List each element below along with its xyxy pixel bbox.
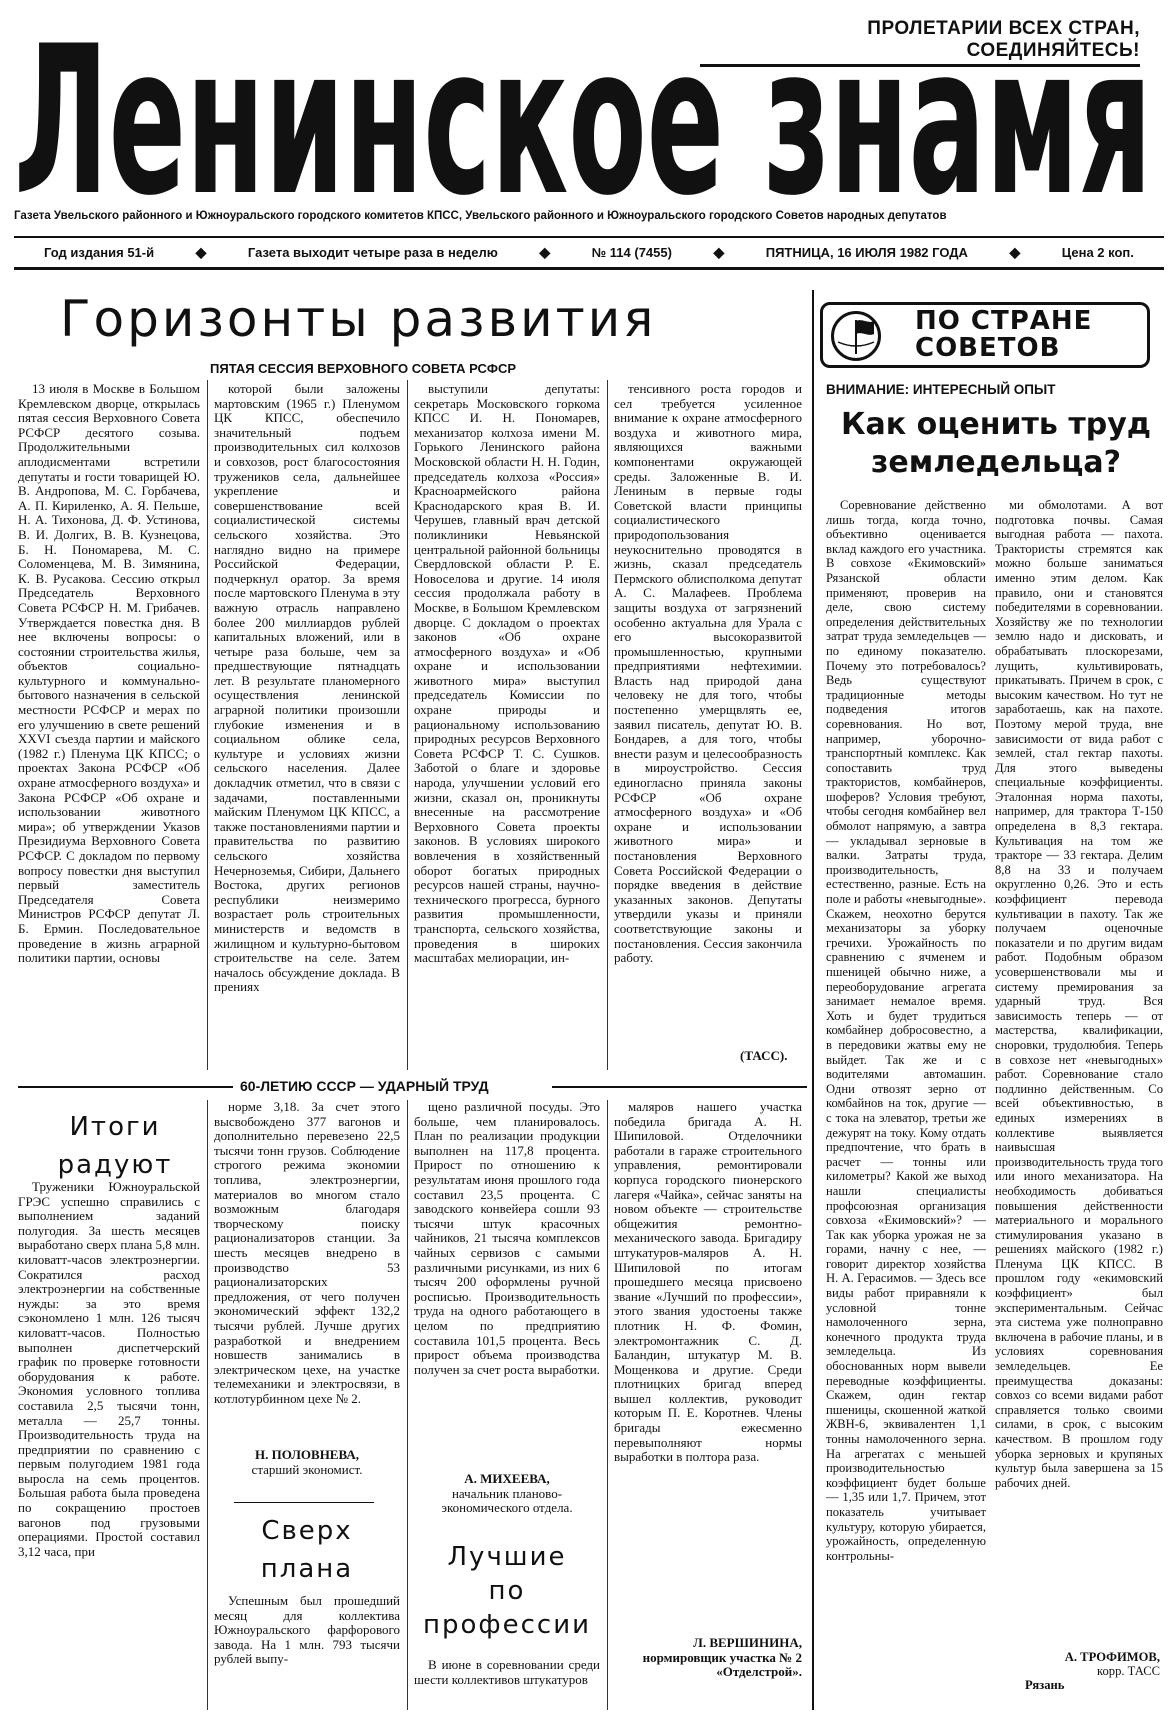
year-of-publication: Год издания 51-й	[44, 245, 155, 260]
luchshie-headline-line-3: профессии	[422, 1610, 592, 1640]
newspaper-title	[14, 14, 1164, 204]
lead-column-2	[214, 382, 400, 1072]
itogi-column-1	[18, 1180, 200, 1710]
itogi-signature	[214, 1448, 400, 1477]
column-divider	[607, 1100, 608, 1710]
column-divider	[407, 380, 408, 1070]
frequency: Газета выходит четыре раза в неделю	[247, 245, 498, 260]
tass-credit: (ТАСС).	[740, 1048, 788, 1063]
po-strane-sovetov-badge	[820, 302, 1150, 368]
right-column-2-text: ми обмолотами. А вот подготовка почвы. Самая выгодная работа — пахота. Трактористы стремятся как можно больше заниматься именно этим делом. Как правило, они и становятся победителями в соревновании. Хозяйству же по технологии землю надо и дисковать, и обрабатывать плоскорезами, лущить, культивировать, прикатывать. Причем в срок, с высоким качеством. Но тут не заработаешь, как на пахоте. Поэтому мерой труда, вне зависимости от вида работ с землей, стал гектар пахоты. Для этого выведены специальные коэффициенты. Эталонная норма пахоты, например, для трактора Т-150 определена в 8,3 гектара. Культивация на том же тракторе — 33 гектара. Делим 8,8 на 33 и получаем округленно 0,26. Это и есть коэффициент перевода культивации в пахоту. Так же получаем оценочные показатели и по другим видам работ. Подобным образом усовершенствовали мы и систему премирования за ударный труд. Вся зависимость теперь — от мастерства, квалификации, сноровки, трудолюбия. Теперь в совхозе нет «невыгодных» работ. Соревнование стало подлинно действенным. Со всей объективностью, в единых измерениях в коллективе выявляется наивысшая производительность труда того или иного механизатора. На необходимость добиваться повышения действенности материального и морального стимулирования указано в решениях майского (1982 г.) Пленума ЦК КПСС. В прошлом году «екимовский коэффициент» был экспериментальным. Сейчас эта система уже полноправно включена в рабочие планы, и в условиях соревнования земледельцев. Ее преимущества доказаны: совхоз со всеми видами работ справляется только своими силами, в срок, с высоким качеством. В прошлом году уборка зерновых и крупяных культур была завершена за 15 рабочих дней.	[995, 498, 1163, 1490]
itogi-column-2	[214, 1100, 400, 1445]
sverh-text: Успешным был прошедший месяц для коллектива Южноуральского фарфорового завода. На 1 млн. 793 тысячи рублей выпу-	[214, 1594, 400, 1667]
author-name: А. ТРОФИМОВ,	[1064, 1650, 1160, 1664]
right-column-1-text: Соревнование действенно лишь тогда, когда точно, объективно оценивается вклад каждого его участника. В совхозе «Екимовский» Рязанской области применяют, проверив на деле, свою систему определения действительных затрат труда земледельцев — по единому показателю. Почему это потребовалось? Ведь существуют традиционные методы подведения итогов соревнования. Но вот, например, уборочно-транспортный комплекс. Как сопоставить труд трактористов, комбайнеров, шоферов? Условия требуют, чтобы сегодня комбайнер вел обмолот напрямую, а завтра — укладывал зерновые в валки. Затраты труда, производительность, естественно, разные. Есть на поле и работы «невыгодные». Скажем, неохотно берутся механизаторы за уборку гречихи. Урожайность по сравнению с ячменем и пшеницей обычно ниже, а переоборудование агрегата занимает немалое время. Хоть и будет трудиться комбайнер добросовестно, а в передовики жатвы ему не выйдет. Так же и с водителями автомашин. Одни отвозят зерно от комбайнов на ток, другие — с тока на элеватор, третьи же дежурят на току. Кому отдать предпочтение, что брать в расчет — тонны или километры? Какой же выход нашли специалисты профсоюзная организация совхоза «Екимовский»? — Так как уборка урожая не за горами, начну с нее, — говорит директор хозяйства Н. А. Герасимов. — Здесь все виды работ приравняли к условной тонне намолоченного зерна, конечного продукта труда земледельца. Из обоснованных норм вывели переводные коэффициенты. Скажем, один гектар пшеницы, скошенной жаткой ЖВН-6, эквивалентен 1,1 тонны намолоченного зерна. На агрегатах с меньшей производительностью коэффициент будет больше — 1,35 или 1,7. Причем, этот показатель учитывает культуру, которую убирается, урожайность, определенную контрольны-	[826, 498, 986, 1563]
sverh-author: А. МИХЕЕВА,	[464, 1471, 550, 1486]
newspaper-title-text: Ленинское знамя	[14, 14, 1152, 204]
issue-info-bar	[14, 236, 1164, 270]
sverh-headline-line-2: плана	[260, 1554, 354, 1584]
issue-date: ПЯТНИЦА, 16 ИЮЛЯ 1982 ГОДА	[765, 245, 968, 260]
newspaper-subtitle: Газета Увельского районного и Южноуральского городского комитетов КПСС, Увельского районного и Южноуральского городского Советов народных депутатов	[14, 210, 947, 222]
lead-headline: Горизонты развития	[60, 290, 657, 348]
dateline-place: Рязань	[1025, 1678, 1065, 1692]
column-divider	[812, 290, 814, 1710]
price: Цена 2 коп.	[1061, 245, 1134, 260]
right-column-1	[826, 498, 986, 1683]
column-divider	[407, 1100, 408, 1710]
sverh-plana-text	[214, 1594, 400, 1710]
diamond-icon: ◆	[539, 244, 551, 260]
itogi-author-role: старший экономист.	[251, 1461, 363, 1477]
sverh-headline-line-1: Сверх	[261, 1516, 353, 1546]
right-column-2	[995, 498, 1163, 1648]
lead-column-3	[414, 382, 600, 1072]
sverh-signature	[414, 1472, 600, 1516]
right-signature	[995, 1650, 1160, 1692]
section-rule	[552, 1086, 807, 1088]
luchshie-text: В июне в соревновании среди шести коллективов штукатуров	[414, 1658, 600, 1687]
author-role: корр. ТАСС	[1097, 1664, 1160, 1678]
luchshie-signature	[614, 1636, 802, 1680]
lead-column-4	[614, 382, 802, 1042]
lead-column-2-text: которой были заложены мартовским (1965 г.) Пленумом ЦК КПСС, обеспечило значительный подъем производительных сил колхозов и совхозов, рост благосостояния тружеников села, дальнейшее укрепление и совершенствование всей социалистической системы сельского хозяйства. Это наглядно видно на примере Российской Федерации, подчеркнул оратор. За время после мартовского Пленума в эту важную отрасль направлено более 200 миллиардов рублей капитальных вложений, или в четыре раза больше, чем за предшествующие пятнадцать лет. В результате планомерного осуществления ленинской аграрной политики произошли глубокие изменения и в социальном облике села, культуре и условиях жизни сельского населения. Далее докладчик отметил, что в связи с задачами, поставленными майским Пленумом ЦК КПСС, а также постановлениями партии и правительства по развитию сельского хозяйства Нечерноземья, Сибири, Дальнего Востока, других регионов республики неизмеримо возрастает роль строительных министерств и ведомств в жилищном и культурно-бытовом строительстве на селе. Затем началось обсуждение доклада. В прениях	[214, 382, 400, 995]
badge-line-1: ПО СТРАНЕ	[915, 306, 1093, 336]
column-divider	[207, 1100, 208, 1710]
luchshie-headline-line-1: Лучшие	[447, 1542, 567, 1572]
lead-column-4-text: тенсивного роста городов и сел требуется усиленное внимание к охране атмосферного воздуха и животного мира, являющихся важными компонентами окружающей среды. Заложенные В. И. Лениным в первые годы Советской власти принципы социалистического природопользования неукоснительно проводятся в жизнь, сказал председатель Пермского облисполкома депутат А. С. Малафеев. Проблема защиты воздуха от загрязнений особенно актуальна для Урала с его высокоразвитой промышленностью, крупными предприятиями нефтехимии. Власть над природой дана человеку не для того, чтобы постепенно умерщвлять ее, заявил писатель, депутат Ю. В. Бондарев, а для того, чтобы внести разум и целесообразность в мироустройство. Сессия единогласно приняла законы РСФСР «Об охране атмосферного воздуха» и «Об охране и использовании животного мира» и постановления Верховного Совета Российской Федерации о порядке введения в действие указанных законов. Депутаты утвердили указы и приняли соответствующие законы и постановления. Сессия закончила работу.	[614, 382, 802, 966]
luchshie-text-start	[414, 1658, 600, 1710]
diamond-icon: ◆	[1009, 244, 1021, 260]
lead-column-1	[18, 382, 200, 1072]
luchshie-continued-text: маляров нашего участка победила бригада А. Н. Шипиловой. Отделочники работали в гараже строительного управления, ремонтировали корпуса городского пионерского лагеря «Чайка», сейчас заняты на новом объекте — строительстве общежития ремонтно-механического завода. Бригадиру штукатуров-маляров А. Н. Шипиловой по итогам прошедшего месяца присвоено звание «Лучший по профессии», этого звания удостоены также плотник Н. Ф. Фомин, электромонтажник С. Д. Баландин, штукатур М. В. Мощенкова и другие. Среди плотницких бригад вперед вышел коллектив, руководит которым П. Е. Коротнев. Члены бригады ежесменно перевыполняют нормы выработки в полтора раза.	[614, 1100, 802, 1465]
lead-column-3-text: выступили депутаты: секретарь Московского горкома КПСС И. Н. Пономарев, механизатор колхоза имени М. Горького Ленинского района Московской области Н. Н. Годин, председатель колхоза «Россия» Красноармейского района Краснодарского края В. И. Черушев, главный врач детской поликлиники Невьянской центральной районной больницы Свердловской области Р. Е. Новоселова и другие. 14 июля сессия продолжала работу в Москве, в Большом Кремлевском дворце. С докладом о проектах законов «Об охране атмосферного воздуха» и «Об охране и использовании животного мира» выступил председатель Комиссии по охране природы и рациональному использованию природных ресурсов Верховного Совета РСФСР Т. С. Сушков. Заботой о благе и здоровье народа, улучшении условий его жизни, сказал он, проникнуты внесенные на рассмотрение Верховного Совета проекты законов. В условиях широкого вовлечения в хозяйственный оборот богатых природных ресурсов нашей страны, научно-технического прогресса, бурного развития промышленности, транспорта, сельского хозяйства, проведения в широких масштабах мелиорации, ин-	[414, 382, 600, 966]
badge-text	[915, 308, 1092, 362]
itogi-headline-line-1: Итоги	[69, 1112, 161, 1142]
itogi-headline-line-2: радуют	[57, 1150, 173, 1180]
lead-column-1-text: 13 июля в Москве в Большом Кремлевском дворце, открылась пятая сессия Верховного Совета РСФСР десятого созыва. Продолжительными аплодисментами встретили депутаты и гости товарищей Ю. В. Андропова, М. С. Горбачева, А. П. Кириленко, А. Я. Пельше, Н. А. Тихонова, Д. Ф. Устинова, В. И. Долгих, В. В. Кузнецова, Б. Н. Пономарева, М. С. Соломенцева, М. В. Зимянина, К. В. Русакова. Сессию открыл Председатель Верховного Совета РСФСР Н. М. Грибачев. Утверждается повестка дня. В нее включены вопросы: о состоянии строительства жилья, объектов социально-культурного и коммунально-бытового назначения в сельской местности РСФСР и мерах по его улучшению в свете решений XXVI съезда партии и майского (1982 г.) Пленума ЦК КПСС; о проектах Закона РСФСР «Об охране атмосферного воздуха» и Закона РСФСР «Об охране и использовании животного мира»; об утверждении Указов Президиума Верховного Совета РСФСР. С докладом по первому вопросу повестки дня выступил первый заместитель Председателя Совета Министров РСФСР депутат Л. Б. Ермин. Последовательное проведение в жизнь аграрной политики партии, основы	[18, 382, 200, 966]
itogi-text: Труженики Южноуральской ГРЭС успешно справились с выполнением заданий полугодия. За шесть месяцев выработано сверх плана 5,8 млн. киловатт-часов электроэнергии. Сократился расход электроэнергии на собственные нужды: за это время сэкономлено 1 млн. 126 тысяч киловатт-часов. Полностью выполнен диспетчерский график по проверке готовности оборудования к работе. Экономия условного топлива составила 2,5 тысячи тонн, металла — 25,7 тонны. Производительность труда на предприятии по сравнению с первым полугодием 1981 года выросла на семь процентов. Большая работа была проведена по сокращению простоев вагонов под грузовыми операциями. Простой составил 3,12 часа, при	[18, 1180, 200, 1559]
column-divider	[607, 380, 608, 1070]
itogi-continued-text: норме 3,18. За счет этого высвобождено 377 вагонов и дополнительно перевезено 22,5 тысячи тонн грузов. Соблюдение строгого режима экономии топлива, электроэнергии, материалов во многом стало возможным благодаря творческому поиску рационализаторов станции. За шесть месяцев внедрено в производство 53 рационализаторских предложения, от чего получен экономический эффект 132,2 тысячи рублей. Лучше других разработкой и внедрением новшеств занимались в электрическом цехе, на участке телемеханики и электросвязи, в котлотурбинном цехе № 2.	[214, 1100, 400, 1406]
sverh-plana-headline	[214, 1512, 400, 1588]
sverh-continued-column	[414, 1100, 600, 1470]
diamond-icon: ◆	[195, 244, 207, 260]
itogi-author: Н. ПОЛОВНЕВА,	[255, 1447, 359, 1462]
section-title: 60-ЛЕТИЮ СССР — УДАРНЫЙ ТРУД	[240, 1078, 489, 1094]
badge-line-2: СОВЕТОВ	[915, 333, 1061, 363]
flag-globe-icon	[831, 311, 881, 361]
diamond-icon: ◆	[713, 244, 725, 260]
column-divider	[207, 380, 208, 1070]
luchshie-author-role: нормировщик участка № 2 «Отделстрой».	[642, 1649, 802, 1680]
sverh-continued-text: щено различной посуды. Это больше, чем планировалось. План по реализации продукции выполнен на 117,8 процента. Прирост по отношению к результатам июня прошлого года составил 23,5 процента. С заводского конвейера сошли 93 тысячи штук красочных чайников, 21 тысяча комплексов чайных сервизов с самыми различными рисунками, из них 6 тысяч 200 оформлены ручной росписью. Производительность труда на одного работающего в целом по предприятию составила 101,5 процента. Весь прирост объема производства получен за счет роста выработки.	[414, 1100, 600, 1377]
section-rule	[18, 1086, 233, 1088]
sverh-author-role: начальник планово-экономического отдела.	[441, 1485, 573, 1516]
luchshie-headline	[414, 1540, 600, 1642]
lead-subhead: ПЯТАЯ СЕССИЯ ВЕРХОВНОГО СОВЕТА РСФСР	[210, 361, 517, 376]
issue-number: № 114 (7455)	[591, 245, 672, 260]
itogi-headline	[30, 1108, 200, 1184]
slogan: ПРОЛЕТАРИИ ВСЕХ СТРАН, СОЕДИНЯЙТЕСЬ!	[700, 18, 1140, 67]
luchshie-author: Л. ВЕРШИНИНА,	[693, 1635, 802, 1650]
right-headline: Как оценить труд земледельца?	[841, 407, 1151, 480]
rubric: ВНИМАНИЕ: ИНТЕРЕСНЫЙ ОПЫТ	[826, 382, 1056, 397]
luchshie-headline-line-2: по	[488, 1576, 526, 1606]
luchshie-continued-column	[614, 1100, 802, 1630]
divider	[234, 1502, 374, 1503]
